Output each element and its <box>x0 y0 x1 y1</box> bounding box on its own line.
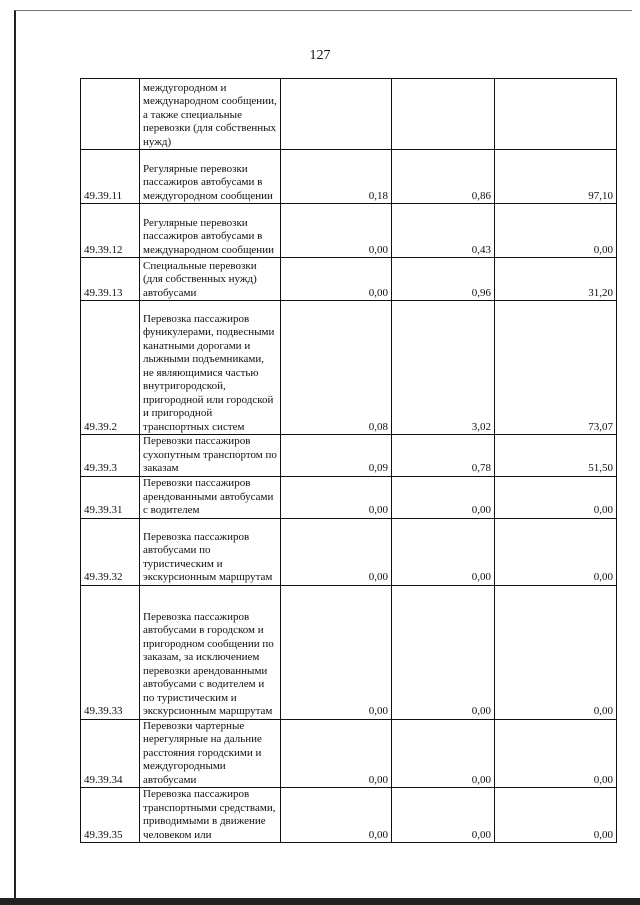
table-row <box>81 476 617 518</box>
row-name: Перевозка пассажиров фуникулерами, подвесными канатными дорогами и лыжными подъемниками, не являющимися частью внутригородской, пригородной или городской и пригородной транспортных систем <box>140 301 281 435</box>
row-value-2: 0,96 <box>392 258 495 301</box>
row-value-2: 0,00 <box>392 719 495 788</box>
scan-bottom-edge <box>0 898 640 905</box>
row-name: междугородном и международном сообщении, а также специальные перевозки (для собственных нужд) <box>140 79 281 150</box>
row-name: Перевозка пассажиров транспортными средствами, приводимыми в движение человеком или <box>140 788 281 843</box>
row-code: 49.39.33 <box>81 585 140 719</box>
row-value-2: 0,00 <box>392 518 495 585</box>
row-value-3: 31,20 <box>495 258 617 301</box>
row-value-2: 0,00 <box>392 585 495 719</box>
row-value-1: 0,00 <box>281 258 392 301</box>
row-name: Специальные перевозки (для собственных нужд) автобусами <box>140 258 281 301</box>
row-code: 49.39.31 <box>81 476 140 518</box>
row-value-1: 0,09 <box>281 435 392 477</box>
row-value-3: 0,00 <box>495 719 617 788</box>
row-value-1: 0,00 <box>281 476 392 518</box>
row-value-3: 0,00 <box>495 788 617 843</box>
table-row <box>81 79 617 150</box>
row-value-1: 0,00 <box>281 719 392 788</box>
row-value-3: 0,00 <box>495 204 617 258</box>
row-value-3: 73,07 <box>495 301 617 435</box>
row-value-2: 3,02 <box>392 301 495 435</box>
row-value-3: 0,00 <box>495 518 617 585</box>
row-code <box>81 79 140 150</box>
row-value-3: 0,00 <box>495 476 617 518</box>
row-value-1 <box>281 79 392 150</box>
row-code: 49.39.34 <box>81 719 140 788</box>
table-row <box>81 258 617 301</box>
table-row <box>81 150 617 204</box>
row-value-2 <box>392 79 495 150</box>
row-value-2: 0,00 <box>392 476 495 518</box>
table-row <box>81 204 617 258</box>
table-row <box>81 518 617 585</box>
row-code: 49.39.13 <box>81 258 140 301</box>
table-row <box>81 301 617 435</box>
row-value-2: 0,78 <box>392 435 495 477</box>
row-value-3: 51,50 <box>495 435 617 477</box>
row-name: Перевозки пассажиров арендованными автобусами с водителем <box>140 476 281 518</box>
row-code: 49.39.2 <box>81 301 140 435</box>
table-row <box>81 719 617 788</box>
row-name: Регулярные перевозки пассажиров автобусами в междугородном сообщении <box>140 150 281 204</box>
table-row <box>81 788 617 843</box>
row-name: Перевозки чартерные нерегулярные на дальние расстояния городскими и междугородными автобусами <box>140 719 281 788</box>
row-name: Перевозка пассажиров автобусами в городском и пригородном сообщении по заказам, за исключением перевозки арендованными автобусами с водителем и по туристическим и экскурсионным маршрутам <box>140 585 281 719</box>
row-value-2: 0,86 <box>392 150 495 204</box>
row-value-1: 0,00 <box>281 585 392 719</box>
row-value-3 <box>495 79 617 150</box>
row-code: 49.39.12 <box>81 204 140 258</box>
row-value-1: 0,00 <box>281 788 392 843</box>
row-name: Регулярные перевозки пассажиров автобусами в международном сообщении <box>140 204 281 258</box>
row-value-1: 0,18 <box>281 150 392 204</box>
row-code: 49.39.32 <box>81 518 140 585</box>
row-value-2: 0,00 <box>392 788 495 843</box>
row-value-3: 0,00 <box>495 585 617 719</box>
table-row <box>81 585 617 719</box>
data-table <box>80 78 617 843</box>
row-value-1: 0,00 <box>281 518 392 585</box>
row-code: 49.39.3 <box>81 435 140 477</box>
row-code: 49.39.11 <box>81 150 140 204</box>
table-row <box>81 435 617 477</box>
row-value-1: 0,08 <box>281 301 392 435</box>
row-value-2: 0,43 <box>392 204 495 258</box>
row-name: Перевозки пассажиров сухопутным транспортом по заказам <box>140 435 281 477</box>
row-code: 49.39.35 <box>81 788 140 843</box>
page-number: 127 <box>309 48 331 63</box>
row-value-1: 0,00 <box>281 204 392 258</box>
row-value-3: 97,10 <box>495 150 617 204</box>
row-name: Перевозка пассажиров автобусами по туристическим и экскурсионным маршрутам <box>140 518 281 585</box>
